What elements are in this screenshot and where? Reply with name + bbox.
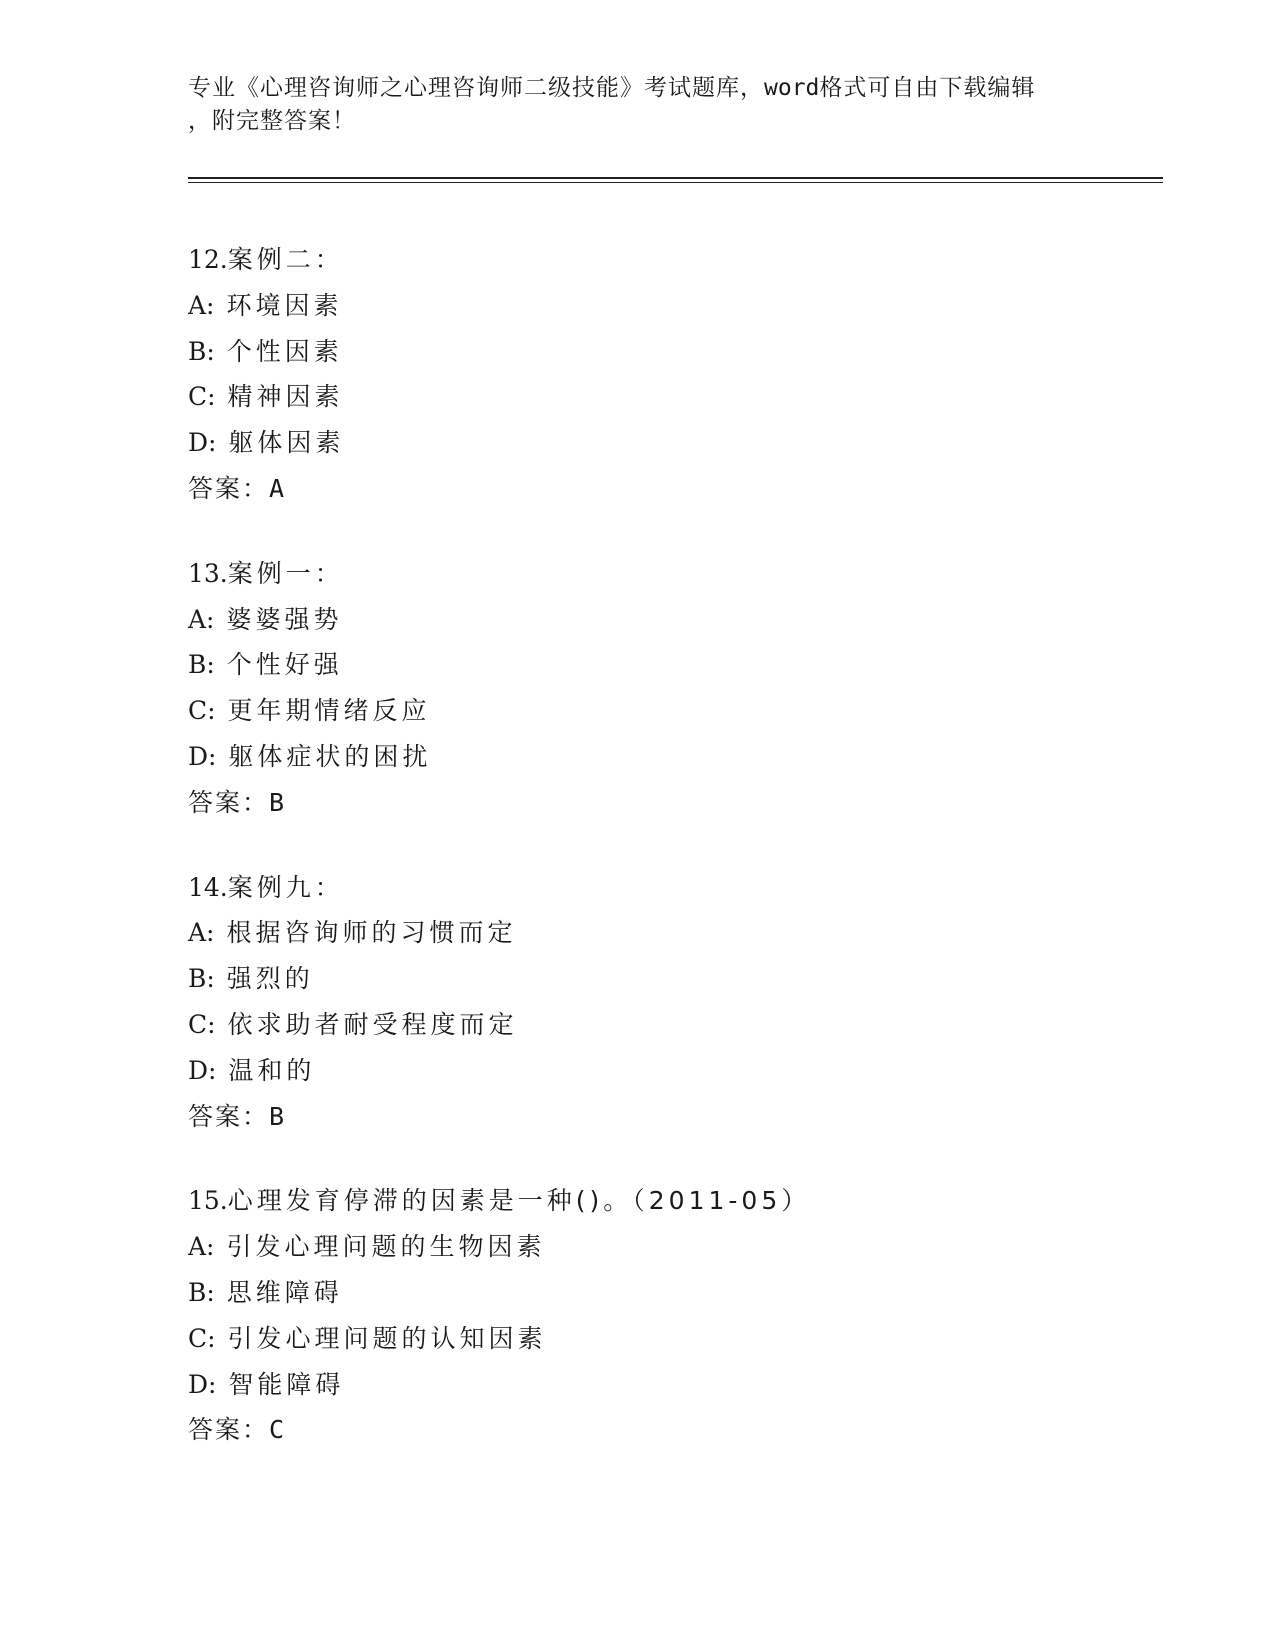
question-number: 15. [188,1186,228,1216]
option-b [188,956,1088,1002]
option-a [188,910,1088,956]
answer-label: 答案： [188,1415,270,1445]
answer-value: B [269,787,287,817]
question-12 [188,237,1088,512]
document-header [188,72,1088,138]
divider-thin [188,182,1163,183]
option-text: 引发心理问题的生物因素 [226,1232,546,1262]
question-13 [188,551,1088,826]
answer-value: C [269,1415,287,1445]
question-15 [188,1178,1088,1453]
option-b [188,329,1088,375]
option-letter: A: [188,1232,215,1262]
option-letter: D: [188,1055,217,1085]
option-text: 更年期情绪反应 [227,696,431,726]
question-stem [188,1178,1088,1224]
question-14 [188,865,1088,1140]
answer-value: B [269,1101,287,1131]
option-letter: C: [188,1009,216,1039]
option-text: 躯体症状的困扰 [228,741,432,771]
header-format: 格式可自由下载编辑 [819,75,1036,101]
divider-thick [188,177,1163,179]
option-d [188,734,1088,780]
option-c [188,688,1088,734]
option-c [188,1002,1088,1048]
question-number: 13. [188,558,228,588]
option-text: 精神因素 [227,382,344,412]
answer-line [188,1094,1088,1140]
option-letter: C: [188,696,216,726]
option-text: 个性因素 [226,336,343,366]
option-c [188,1316,1088,1362]
option-b [188,642,1088,688]
option-letter: A: [188,290,215,320]
option-a [188,1224,1088,1270]
question-text: 案例九： [227,872,344,902]
header-word: word [764,75,820,101]
option-letter: A: [188,604,215,634]
option-text: 温和的 [228,1055,316,1085]
question-stem [188,237,1088,283]
option-letter: C: [188,1323,216,1353]
header-line-2: ，附完整答案！ [188,108,356,134]
option-text: 引发心理问题的认知因素 [227,1323,547,1353]
option-text: 依求助者耐受程度而定 [227,1009,518,1039]
question-text: 案例二： [227,245,344,274]
option-letter: B: [188,964,215,994]
option-letter: B: [188,336,215,366]
option-letter: B: [188,1277,215,1307]
option-text: 躯体因素 [228,428,345,458]
option-d [188,420,1088,466]
answer-line [188,1407,1088,1453]
option-d [188,1362,1088,1408]
answer-label: 答案： [188,787,270,817]
question-number: 12. [188,245,228,274]
option-text: 个性好强 [226,650,343,680]
answer-label: 答案： [188,1101,270,1131]
option-letter: C: [188,382,216,412]
answer-line [188,466,1088,512]
option-text: 环境因素 [226,290,343,320]
option-a [188,283,1088,329]
question-text: 心理发育停滞的因素是一种()。（2011-05） [227,1186,811,1216]
option-letter: B: [188,650,215,680]
option-text: 思维障碍 [226,1277,343,1307]
option-text: 智能障碍 [228,1369,345,1399]
option-d [188,1048,1088,1094]
option-c [188,374,1088,420]
option-letter: D: [188,1369,217,1399]
option-letter: A: [188,918,215,948]
header-title: 专业《心理咨询师之心理咨询师二级技能》考试题库， [188,75,764,101]
option-text: 强烈的 [226,964,314,994]
option-letter: D: [188,428,217,458]
question-stem [188,865,1088,911]
question-text: 案例一： [227,558,344,588]
option-letter: D: [188,741,217,771]
question-stem [188,551,1088,597]
answer-value: A [269,473,287,503]
header-line-1 [188,72,1088,105]
option-text: 根据咨询师的习惯而定 [226,918,517,948]
question-number: 14. [188,872,228,902]
option-b [188,1270,1088,1316]
question-list [188,237,1088,1492]
option-text: 婆婆强势 [226,604,343,634]
answer-label: 答案： [188,473,270,503]
option-a [188,597,1088,643]
answer-line [188,780,1088,826]
